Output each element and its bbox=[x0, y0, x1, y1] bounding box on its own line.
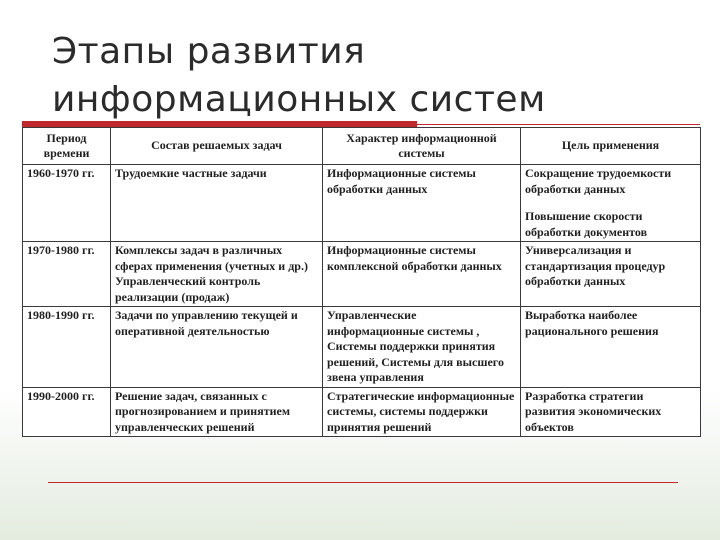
goal-cell bbox=[521, 165, 701, 242]
slide-title-line-1: Этапы развития bbox=[52, 31, 366, 72]
period-cell: 1960-1970 гг. bbox=[23, 165, 111, 242]
slide-title-line-2: информационных систем bbox=[52, 79, 546, 120]
accent-divider-line bbox=[417, 124, 700, 125]
goal-cell bbox=[521, 387, 701, 437]
goal-text: Выработка наиболее рационального решения bbox=[525, 308, 659, 338]
tasks-text: Управленческий контроль реализации (продаж) bbox=[115, 274, 261, 304]
tasks-cell bbox=[111, 165, 323, 242]
period-cell: 1980-1990 гг. bbox=[23, 307, 111, 388]
tasks-cell bbox=[111, 242, 323, 307]
tasks-cell bbox=[111, 387, 323, 437]
system-cell bbox=[323, 307, 521, 388]
tasks-text: Трудоемкие частные задачи bbox=[115, 166, 267, 180]
system-text: Управленческие информационные системы , Системы поддержки принятия решений, Системы для высшего звена управления bbox=[327, 308, 504, 384]
tasks-text: Решение задач, связанных с прогнозированием и принятием управленческих решений bbox=[115, 388, 291, 434]
tasks-cell bbox=[111, 307, 323, 388]
tasks-text: Комплексы задач в различных сферах применения (учетных и др.) bbox=[115, 243, 308, 273]
system-text: Стратегические информационные системы, системы поддержки принятия решений bbox=[327, 388, 515, 434]
table-row bbox=[23, 307, 701, 388]
system-cell bbox=[323, 165, 521, 242]
period-cell: 1970-1980 гг. bbox=[23, 242, 111, 307]
slide-title bbox=[52, 28, 692, 124]
stages-table bbox=[22, 127, 701, 437]
table-row bbox=[23, 242, 701, 307]
table-row bbox=[23, 387, 701, 437]
period-cell: 1990-2000 гг. bbox=[23, 387, 111, 437]
system-cell bbox=[323, 387, 521, 437]
table-row bbox=[23, 165, 701, 242]
header-goal: Цель применения bbox=[521, 128, 701, 165]
bottom-divider-line bbox=[48, 482, 678, 483]
goal-cell bbox=[521, 307, 701, 388]
header-tasks: Состав решаемых задач bbox=[111, 128, 323, 165]
goal-spacer bbox=[525, 197, 696, 209]
goal-text: Сокращение трудоемкости обработки данных bbox=[525, 166, 672, 196]
system-text: Информационные системы комплексной обработки данных bbox=[327, 243, 502, 273]
system-text: Информационные системы обработки данных bbox=[327, 166, 476, 196]
tasks-text: Задачи по управлению текущей и оперативной деятельностью bbox=[115, 308, 298, 338]
header-system: Характер информационной системы bbox=[323, 128, 521, 165]
goal-text: Универсализация и стандартизация процедур обработки данных bbox=[525, 243, 666, 288]
system-cell bbox=[323, 242, 521, 307]
goal-text: Повышение скорости обработки документов bbox=[525, 209, 648, 239]
goal-cell bbox=[521, 242, 701, 307]
goal-text: Разработка стратегии развития экономических объектов bbox=[525, 388, 662, 434]
table-header-row bbox=[23, 128, 701, 165]
header-period: Период времени bbox=[23, 128, 111, 165]
